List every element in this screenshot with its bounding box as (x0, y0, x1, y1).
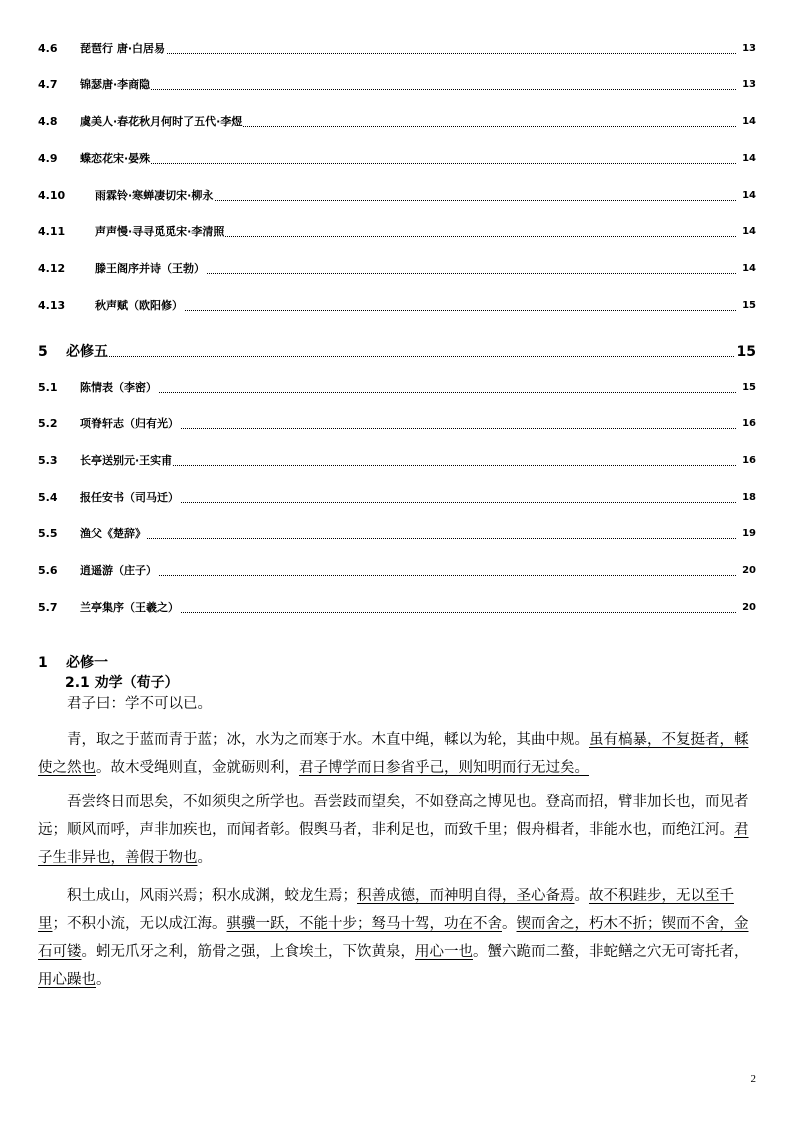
toc-entry-title: 渔父《楚辞》 (80, 527, 146, 540)
toc-entry-number: 4.8 (38, 115, 58, 128)
toc-chapter-title: 必修五 (66, 344, 108, 360)
toc-entry[interactable] (38, 490, 756, 506)
toc-leader (80, 77, 736, 90)
toc-entry[interactable] (38, 151, 756, 167)
text-run: 青，取之于蓝而青于蓝；冰，水为之而寒于水。木直中绳，輮以为轮，其曲中规。 (67, 732, 589, 748)
toc-entry-title: 项脊轩志（归有光） (80, 417, 179, 430)
toc-entry[interactable] (38, 41, 756, 57)
toc-entry-title: 雨霖铃·寒蝉凄切宋·柳永 (95, 189, 214, 202)
toc-entry-page: 15 (742, 382, 756, 393)
toc-leader (80, 151, 736, 164)
toc-entry-title: 虞美人·春花秋月何时了五代·李煜 (80, 115, 243, 128)
underlined-text: 虽有槁暴，不复挺者，輮使之然也 (38, 732, 749, 776)
toc-entry-title: 滕王阁序并诗（王勃） (95, 262, 205, 275)
toc-entry-title: 长亭送别元·王实甫 (80, 454, 173, 467)
toc-entry-title: 兰亭集序（王羲之） (80, 601, 179, 614)
toc-entry-number: 5.7 (38, 601, 58, 614)
toc-entry-page: 14 (742, 226, 756, 237)
toc-entry-page: 16 (742, 418, 756, 429)
section-number: 1 (38, 655, 48, 671)
toc-leader (66, 342, 734, 357)
toc-entry-page: 20 (742, 565, 756, 576)
text-run: 。 (96, 972, 111, 988)
toc-entry[interactable] (38, 261, 756, 277)
underlined-text: 用心躁也 (38, 972, 96, 988)
toc-entry-title: 琵琶行 唐·白居易 (80, 42, 166, 55)
toc-entry-number: 4.7 (38, 78, 58, 91)
text-run: 。 (502, 916, 517, 932)
toc-entry-title: 锦瑟唐·李商隐 (80, 78, 151, 91)
toc-entry-number: 4.9 (38, 152, 58, 165)
paragraph-1: 君子曰：学不可以已。 (67, 696, 212, 712)
toc-entry-number: 4.13 (38, 299, 66, 312)
text-run: ；不积小流，无以成江海。 (52, 916, 227, 932)
toc-chapter-number: 5 (38, 344, 48, 360)
toc-entry-page: 13 (742, 79, 756, 90)
text-run: 吾尝终日而思矣，不如须臾之所学也。吾尝跂而望矣，不如登高之博见也。登高而招，臂非加长也，而见者远；顺风而呼，声非加疾也，而闻者彰。假舆马者，非利足也，而致千里；假舟楫者，非能水也，而绝江河。 (38, 794, 749, 838)
text-run: 。 (197, 850, 212, 866)
toc-entry-number: 5.1 (38, 381, 58, 394)
toc-entry[interactable] (38, 526, 756, 542)
toc-leader (80, 526, 736, 539)
toc-entry-page: 16 (742, 455, 756, 466)
toc-entry-number: 5.3 (38, 454, 58, 467)
toc-entry-page: 18 (742, 492, 756, 503)
toc-entry-title: 逍遥游（庄子） (80, 564, 157, 577)
toc-entry-number: 5.6 (38, 564, 58, 577)
toc-entry-title: 陈情表（李密） (80, 381, 157, 394)
toc-entry-page: 13 (742, 43, 756, 54)
toc-entry-number: 4.10 (38, 189, 66, 202)
section-heading (38, 652, 108, 672)
underlined-text: 故不积跬步，无以至千里 (38, 888, 734, 932)
underlined-text: 君子博学而日参省乎己，则知明而行无过矣。 (299, 760, 589, 776)
toc-entry[interactable] (38, 380, 756, 396)
toc-chapter-page: 15 (736, 344, 756, 360)
toc-entry-number: 5.2 (38, 417, 58, 430)
text-run: 。蚓无爪牙之利，筋骨之强，上食埃土，下饮黄泉， (81, 944, 415, 960)
toc-entry[interactable] (38, 416, 756, 432)
toc-entry-number: 4.11 (38, 225, 66, 238)
toc-entry[interactable] (38, 453, 756, 469)
text-run: 。 (574, 888, 589, 904)
toc-entry-number: 4.6 (38, 42, 58, 55)
toc-entry[interactable] (38, 600, 756, 616)
section-title: 必修一 (66, 655, 108, 671)
toc-entry-title: 蝶恋花宋·晏殊 (80, 152, 151, 165)
toc-chapter-entry[interactable] (38, 342, 756, 362)
toc-entry-number: 5.4 (38, 491, 58, 504)
toc-leader (80, 380, 736, 393)
toc-entry-page: 14 (742, 263, 756, 274)
text-run: 。故木受绳则直，金就砺则利， (96, 760, 299, 776)
toc-entry[interactable] (38, 188, 756, 204)
toc-leader (95, 298, 736, 311)
paragraph-3 (38, 788, 758, 872)
toc-entry-page: 14 (742, 153, 756, 164)
toc-leader (80, 563, 736, 576)
toc-entry-number: 4.12 (38, 262, 66, 275)
underlined-text: 积善成德，而神明自得，圣心备焉 (357, 888, 575, 904)
toc-entry-title: 秋声赋（欧阳修） (95, 299, 183, 312)
toc-entry-number: 5.5 (38, 527, 58, 540)
toc-entry-title: 报任安书（司马迁） (80, 491, 179, 504)
toc-entry-page: 19 (742, 528, 756, 539)
paragraph-4 (38, 882, 758, 994)
underlined-text: 骐骥一跃，不能十步；驽马十驾，功在不舍 (226, 916, 502, 932)
toc-entry-page: 14 (742, 190, 756, 201)
underlined-text: 锲而舍之，朽木不折；锲而不舍，金石可镂 (38, 916, 749, 960)
toc-entry[interactable] (38, 298, 756, 314)
toc-entry[interactable] (38, 114, 756, 130)
toc-entry[interactable] (38, 77, 756, 93)
text-run: 积土成山，风雨兴焉；积水成渊，蛟龙生焉； (67, 888, 357, 904)
text-run: 。蟹六跪而二螯，非蛇鳝之穴无可寄托者， (473, 944, 749, 960)
toc-leader (80, 41, 736, 54)
toc-leader (80, 453, 736, 466)
underlined-text: 用心一也 (415, 944, 473, 960)
page-number: 2 (750, 1073, 756, 1085)
toc-entry[interactable] (38, 563, 756, 579)
toc-entry-title: 声声慢·寻寻觅觅宋·李清照 (95, 225, 225, 238)
toc-entry-page: 14 (742, 116, 756, 127)
toc-entry[interactable] (38, 224, 756, 240)
subsection-heading: 2.1 劝学（荀子） (65, 675, 179, 691)
underlined-text: 君子生非异也，善假于物也 (38, 822, 749, 866)
paragraph-2 (38, 726, 758, 782)
toc-entry-page: 15 (742, 300, 756, 311)
toc-entry-page: 20 (742, 602, 756, 613)
